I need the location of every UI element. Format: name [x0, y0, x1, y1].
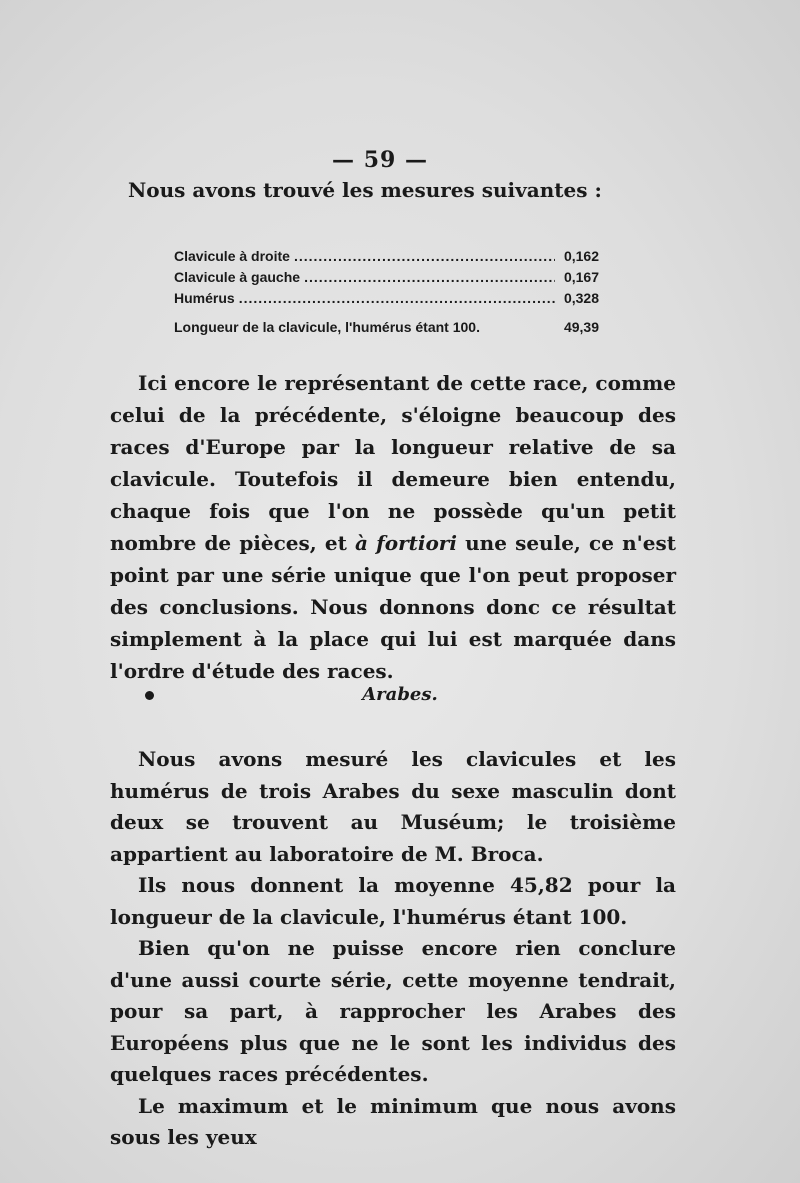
paragraph-1	[110, 367, 676, 687]
italic-term: à fortiori	[355, 531, 457, 555]
measurement-row	[174, 267, 599, 288]
page-number: — 59 —	[332, 147, 428, 173]
leader-dots	[304, 267, 555, 288]
measurement-row	[174, 246, 599, 267]
ratio-label: Longueur de la clavicule, l'humérus étant 100.	[174, 319, 480, 335]
paragraph-1-text-end: une seule, ce n'est point par une série unique que l'on peut proposer des conclusions. Nous donnons donc ce résultat simplement à la place qui lui est marquée dans l'ordre d'étude des races.	[110, 531, 676, 683]
paragraph-1-text: Ici encore le représentant de cette race, comme celui de la précédente, s'éloigne beaucoup des races d'Europe par la longueur relative de sa clavicule. Toutefois il demeure bien entendu, chaque fois que l'on ne possède qu'un petit nombre de pièces, et	[110, 371, 676, 555]
section-title: Arabes.	[362, 684, 438, 705]
measurements-intro: Nous avons trouvé les mesures suivantes :	[128, 178, 602, 202]
leader-dots	[294, 246, 555, 267]
paragraph-4: Bien qu'on ne puisse encore rien conclure d'une aussi courte série, cette moyenne tendrait, pour sa part, à rapprocher les Arabes des Européens plus que ne le sont les individus des quelques races précédentes.	[110, 936, 676, 1086]
measurement-label: Clavicule à droite	[174, 248, 290, 264]
paragraph-2: Nous avons mesuré les clavicules et les humérus de trois Arabes du sexe masculin dont deux se trouvent au Muséum; le troisième appartient au laboratoire de M. Broca.	[110, 747, 676, 866]
paragraph-3: Ils nous donnent la moyenne 45,82 pour la longueur de la clavicule, l'humérus étant 100.	[110, 873, 676, 929]
measurements-table	[174, 246, 599, 338]
leader-dots	[239, 288, 555, 309]
measurement-value: 0,167	[563, 269, 599, 285]
measurement-value: 0,162	[563, 248, 599, 264]
ratio-row	[174, 317, 599, 338]
measurement-value: 0,328	[563, 290, 599, 306]
measurement-row	[174, 288, 599, 309]
paragraph-conclusion	[110, 367, 676, 687]
paragraph-5: Le maximum et le minimum que nous avons sous les yeux	[110, 1093, 676, 1149]
measurement-label: Clavicule à gauche	[174, 269, 301, 285]
ratio-value: 49,39	[563, 319, 599, 335]
measurement-label: Humérus	[174, 290, 235, 306]
section-arabes-body	[110, 744, 676, 1154]
